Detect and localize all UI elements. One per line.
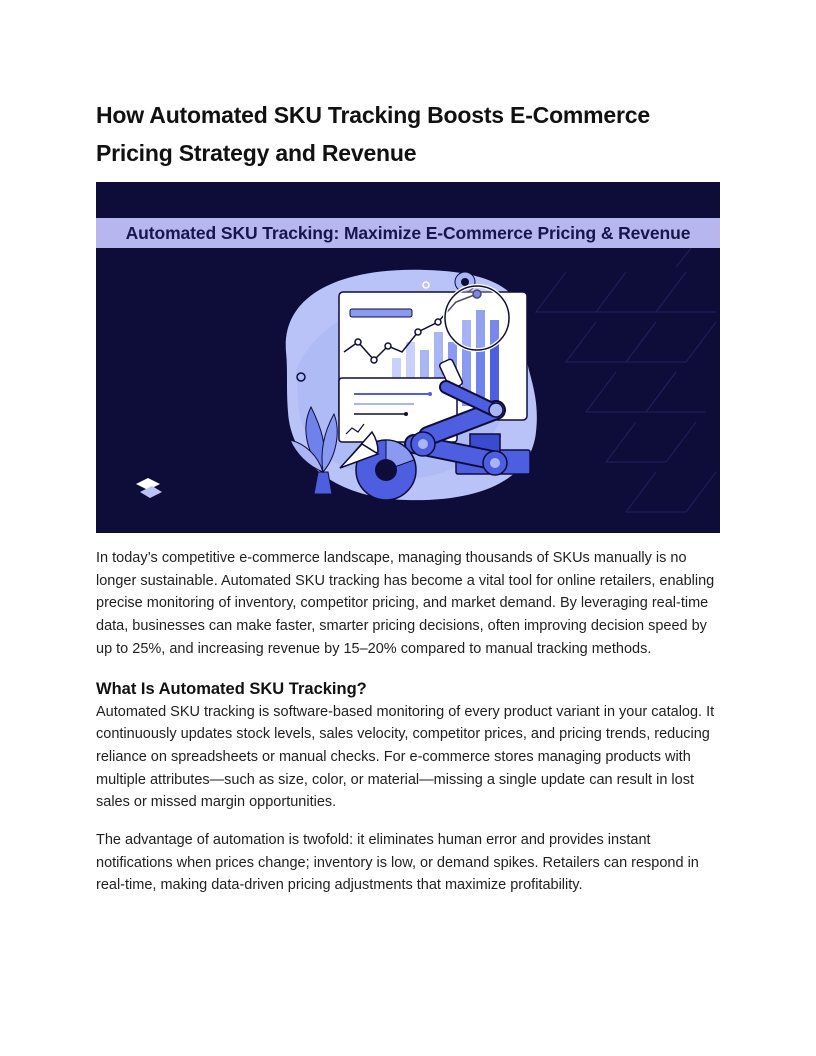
section-paragraph-2: The advantage of automation is twofold: it eliminates human error and provides instant notifications when prices change; inventory is low, or demand spikes. Retailers can respond in real-time, making data-driven pricing adjustments that maximize profitability.	[96, 832, 699, 894]
hero-banner	[96, 218, 720, 248]
document-title: How Automated SKU Tracking Boosts E-Commerce Pricing Strategy and Revenue	[96, 102, 650, 166]
grid-pattern	[536, 242, 716, 512]
intro-paragraph: In today’s competitive e-commerce landscape, managing thousands of SKUs manually is no longer sustainable. Automated SKU tracking has become a vital tool for online retailers, enabling precise monitoring of inventory, competitor pricing, and market demand. By leveraging real-time data, businesses can make faster, smarter pricing decisions, often improving decision speed by up to 25%, and increasing revenue by 15–20% compared to manual tracking methods.	[96, 550, 715, 657]
brand-logo-icon	[136, 478, 162, 498]
section-heading: What Is Automated SKU Tracking?	[96, 679, 367, 698]
hero-image	[96, 182, 720, 533]
hero-banner-text: Automated SKU Tracking: Maximize E-Commerce Pricing & Revenue	[125, 222, 691, 243]
section-paragraph-1: Automated SKU tracking is software-based monitoring of every product variant in your catalog. It continuously updates stock levels, sales velocity, competitor prices, and pricing trends, reducing reliance on spreadsheets or manual checks. For e-commerce stores managing products with multiple attributes—such as size, color, or material—missing a single update can result in lost sales or missed margin opportunities.	[96, 703, 715, 811]
document-page	[96, 96, 720, 897]
